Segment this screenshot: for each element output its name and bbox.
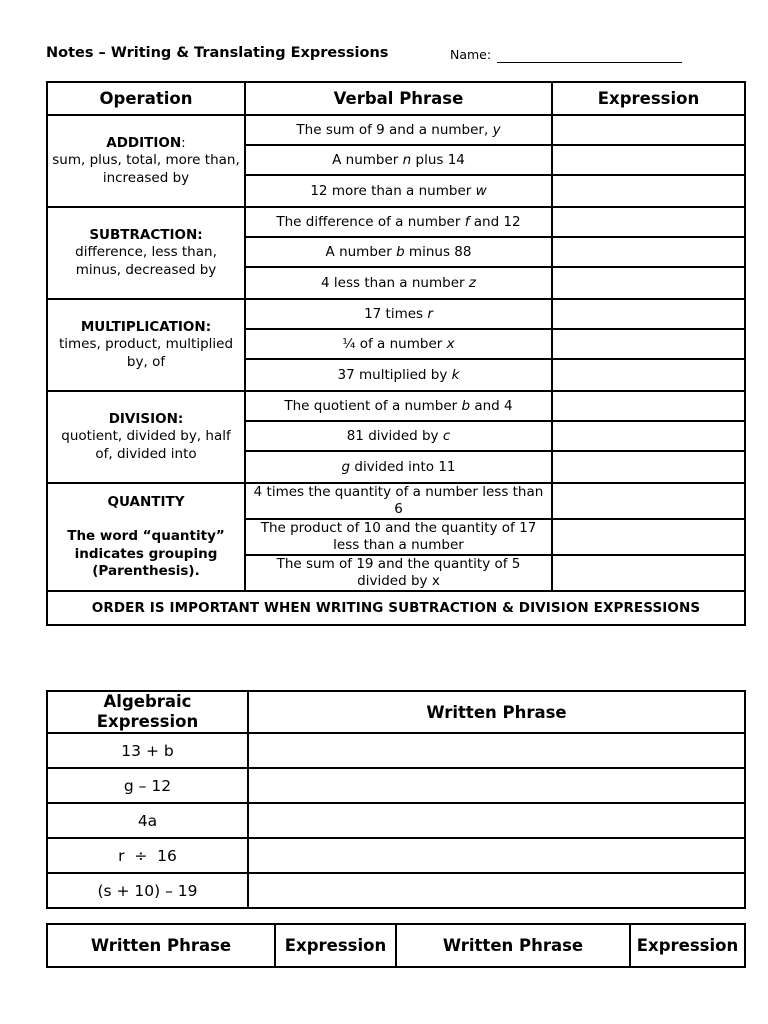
algebraic-expression-table [46, 690, 746, 909]
operation-title: SUBTRACTION: [89, 226, 203, 243]
operation-multiplication [47, 299, 245, 391]
operation-title: QUANTITY [107, 493, 185, 510]
operation-subtraction [47, 207, 245, 299]
name-label: Name: [450, 47, 492, 62]
verbal-phrase: 17 times r [245, 299, 552, 329]
operations-table [46, 81, 746, 626]
verbal-phrase: The quotient of a number b and 4 [245, 391, 552, 421]
verbal-phrase: The product of 10 and the quantity of 17 less than a number [245, 519, 552, 555]
expression-answer-cell[interactable] [552, 145, 745, 175]
col-header-algebraic-expression: Algebraic Expression [47, 691, 248, 733]
page-title: Notes – Writing & Translating Expressions [46, 45, 389, 61]
operation-title: MULTIPLICATION: [80, 318, 212, 335]
operation-title: DIVISION: [108, 410, 184, 427]
col-header-expression: Expression [275, 924, 396, 967]
expression-answer-cell[interactable] [552, 359, 745, 391]
algebraic-expression: g – 12 [47, 768, 248, 803]
operation-keywords: times, product, multiplied by, of [58, 336, 234, 370]
expression-answer-cell[interactable] [552, 483, 745, 519]
algebraic-expression: 4a [47, 803, 248, 838]
expression-answer-cell[interactable] [552, 451, 745, 483]
operation-quantity [47, 483, 245, 591]
col-header-written-phrase: Written Phrase [47, 924, 275, 967]
verbal-phrase: 12 more than a number w [245, 175, 552, 207]
verbal-phrase: A number b minus 88 [245, 237, 552, 267]
operation-keywords: quotient, divided by, half of, divided into [61, 428, 231, 462]
verbal-phrase: The sum of 19 and the quantity of 5 divided by x [245, 555, 552, 591]
verbal-phrase: ¼ of a number x [245, 329, 552, 359]
expression-answer-cell[interactable] [552, 391, 745, 421]
operation-keywords: sum, plus, total, more than, increased by [52, 152, 240, 186]
verbal-phrase: g divided into 11 [245, 451, 552, 483]
algebraic-expression: 13 + b [47, 733, 248, 768]
expression-answer-cell[interactable] [552, 421, 745, 451]
expression-answer-cell[interactable] [552, 207, 745, 237]
col-header-written-phrase: Written Phrase [248, 691, 745, 733]
expression-answer-cell[interactable] [552, 115, 745, 145]
operation-division [47, 391, 245, 483]
written-phrase-answer-cell[interactable] [248, 838, 745, 873]
expression-answer-cell[interactable] [552, 329, 745, 359]
quantity-description: The word “quantity” indicates grouping (Parenthesis). [67, 528, 225, 579]
algebraic-expression: (s + 10) – 19 [47, 873, 248, 908]
expression-answer-cell[interactable] [552, 267, 745, 299]
name-blank-line [497, 62, 682, 63]
written-phrase-answer-cell[interactable] [248, 873, 745, 908]
operation-colon: : [181, 134, 186, 151]
algebraic-expression: r ÷ 16 [47, 838, 248, 873]
written-phrase-answer-cell[interactable] [248, 803, 745, 838]
verbal-phrase: 4 less than a number z [245, 267, 552, 299]
col-header-written-phrase: Written Phrase [396, 924, 630, 967]
verbal-phrase: 81 divided by c [245, 421, 552, 451]
operation-keywords: difference, less than, minus, decreased by [75, 244, 217, 278]
expression-answer-cell[interactable] [552, 175, 745, 207]
col-header-expression: Expression [630, 924, 745, 967]
expression-answer-cell[interactable] [552, 299, 745, 329]
expression-answer-cell[interactable] [552, 237, 745, 267]
verbal-phrase: 4 times the quantity of a number less than 6 [245, 483, 552, 519]
col-header-verbal-phrase: Verbal Phrase [245, 82, 552, 115]
expression-answer-cell[interactable] [552, 519, 745, 555]
verbal-phrase: 37 multiplied by k [245, 359, 552, 391]
operation-title: ADDITION [106, 134, 182, 151]
verbal-phrase: The sum of 9 and a number, y [245, 115, 552, 145]
operation-addition [47, 115, 245, 207]
written-phrase-expression-table [46, 923, 746, 968]
col-header-operation: Operation [47, 82, 245, 115]
expression-answer-cell[interactable] [552, 555, 745, 591]
written-phrase-answer-cell[interactable] [248, 733, 745, 768]
col-header-expression: Expression [552, 82, 745, 115]
order-note: ORDER IS IMPORTANT WHEN WRITING SUBTRACTION & DIVISION EXPRESSIONS [47, 591, 745, 625]
verbal-phrase: The difference of a number f and 12 [245, 207, 552, 237]
verbal-phrase: A number n plus 14 [245, 145, 552, 175]
written-phrase-answer-cell[interactable] [248, 768, 745, 803]
